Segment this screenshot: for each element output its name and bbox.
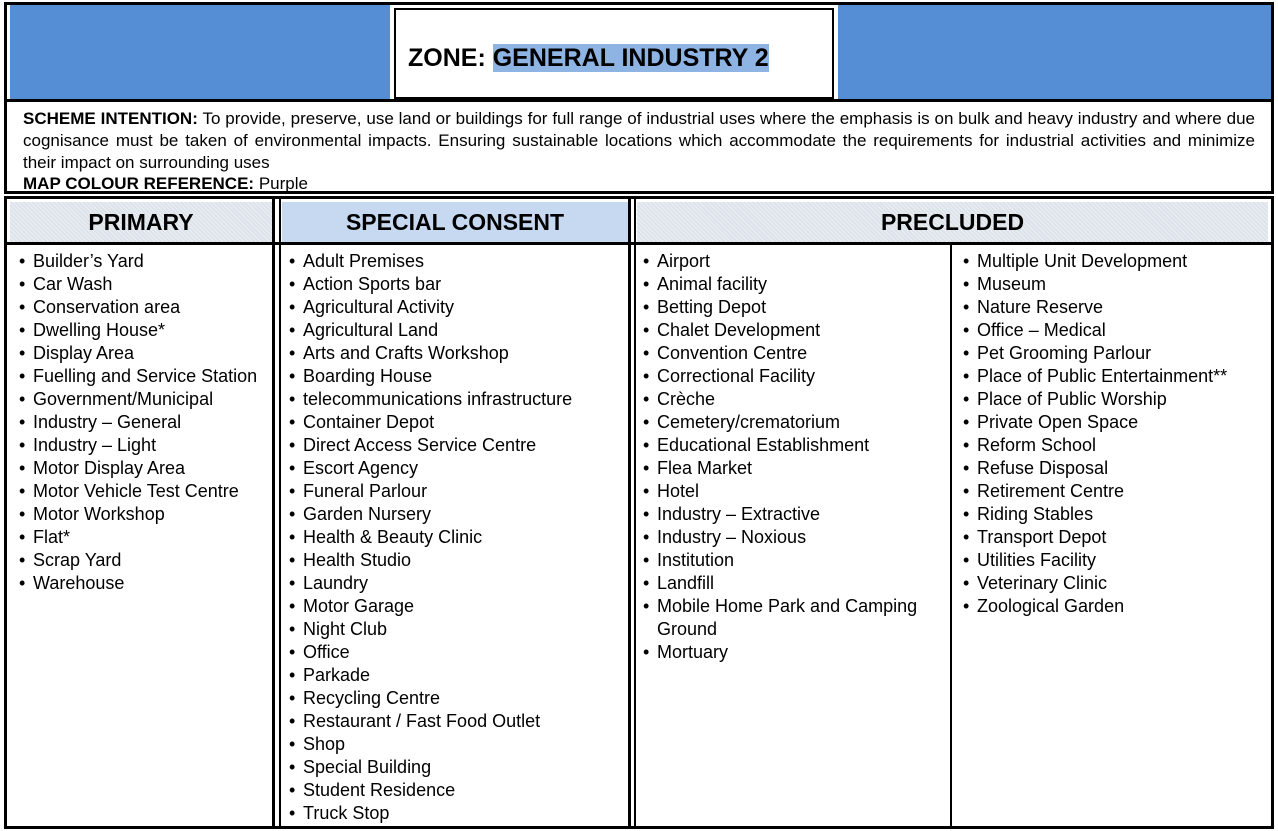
list-item: • Animal facility: [641, 273, 946, 296]
zone-title: [408, 44, 769, 73]
scheme-intention: [23, 108, 1255, 174]
map-colour-value: Purple: [254, 174, 308, 193]
list-item: • Restaurant / Fast Food Outlet: [287, 710, 625, 733]
list-item: • Arts and Crafts Workshop: [287, 342, 625, 365]
header-blue-left: [10, 5, 390, 99]
list-item: • Laundry: [287, 572, 625, 595]
list-item: • Crèche: [641, 388, 946, 411]
list-item: • Truck Stop: [287, 802, 625, 825]
list-item: • Motor Display Area: [17, 457, 269, 480]
list-item: • Student Residence: [287, 779, 625, 802]
list-item: • Convention Centre: [641, 342, 946, 365]
list-item: • Flat*: [17, 526, 269, 549]
map-colour-reference: [23, 174, 308, 194]
list-item: • Fuelling and Service Station: [17, 365, 269, 388]
list-item: • Office: [287, 641, 625, 664]
list-item: • Shop: [287, 733, 625, 756]
list-item: • Health Studio: [287, 549, 625, 572]
list-item: • Parkade: [287, 664, 625, 687]
list-item: • Industry – Light: [17, 434, 269, 457]
column-divider: [628, 199, 631, 826]
list-item: • Industry – Extractive: [641, 503, 946, 526]
list-item: • Educational Establishment: [641, 434, 946, 457]
list-item: • Mobile Home Park and Camping Ground: [641, 595, 946, 641]
scheme-intention-label: SCHEME INTENTION:: [23, 109, 198, 128]
list-item: • telecommunications infrastructure: [287, 388, 625, 411]
land-use-table: [4, 196, 1274, 829]
zone-header: [4, 2, 1274, 102]
list-item: • Boarding House: [287, 365, 625, 388]
list-item: • Garden Nursery: [287, 503, 625, 526]
list-item: • Airport: [641, 250, 946, 273]
scheme-intention-text: To provide, preserve, use land or buildings for full range of industrial uses where the emphasis is on bulk and heavy industry and where due cognisance must be taken of environmental impacts. Ensuring sustainable locations which accommodate the requirements for industrial activities and minimize their impact on surrounding uses: [23, 109, 1255, 172]
list-item: • Place of Public Worship: [961, 388, 1271, 411]
column-divider: [634, 199, 636, 826]
list-item: • Action Sports bar: [287, 273, 625, 296]
list-item: • Office – Medical: [961, 319, 1271, 342]
list-item: • Reform School: [961, 434, 1271, 457]
list-item: • Utilities Facility: [961, 549, 1271, 572]
list-item: • Car Wash: [17, 273, 269, 296]
zone-title-cell: [394, 8, 834, 99]
column-divider: [272, 199, 275, 826]
list-item: • Industry – Noxious: [641, 526, 946, 549]
primary-heading: PRIMARY: [10, 202, 272, 242]
list-item: • Veterinary Clinic: [961, 572, 1271, 595]
list-item: • Betting Depot: [641, 296, 946, 319]
primary-uses-list: [17, 250, 269, 595]
precluded-heading: PRECLUDED: [637, 202, 1268, 242]
list-item: • Agricultural Activity: [287, 296, 625, 319]
column-divider: [950, 245, 952, 826]
list-item: • Multiple Unit Development: [961, 250, 1271, 273]
list-item: • Museum: [961, 273, 1271, 296]
list-item: • Motor Garage: [287, 595, 625, 618]
list-item: • Retirement Centre: [961, 480, 1271, 503]
list-item: • Warehouse: [17, 572, 269, 595]
precluded-uses-list-right: [961, 250, 1271, 618]
list-item: • Zoological Garden: [961, 595, 1271, 618]
list-item: • Adult Premises: [287, 250, 625, 273]
list-item: • Scrap Yard: [17, 549, 269, 572]
list-item: • Transport Depot: [961, 526, 1271, 549]
header-blue-right: [838, 5, 1271, 99]
list-item: • Flea Market: [641, 457, 946, 480]
list-item: • Institution: [641, 549, 946, 572]
list-item: • Riding Stables: [961, 503, 1271, 526]
list-item: • Night Club: [287, 618, 625, 641]
list-item: • Container Depot: [287, 411, 625, 434]
list-item: • Builder’s Yard: [17, 250, 269, 273]
list-item: • Display Area: [17, 342, 269, 365]
list-item: • Private Open Space: [961, 411, 1271, 434]
header-rule: [7, 242, 1271, 245]
list-item: • Agricultural Land: [287, 319, 625, 342]
list-item: • Chalet Development: [641, 319, 946, 342]
precluded-uses-list-left: [641, 250, 946, 664]
list-item: • Direct Access Service Centre: [287, 434, 625, 457]
zone-name: GENERAL INDUSTRY 2: [492, 44, 769, 72]
list-item: • Landfill: [641, 572, 946, 595]
list-item: • Motor Vehicle Test Centre: [17, 480, 269, 503]
map-colour-label: MAP COLOUR REFERENCE:: [23, 174, 255, 193]
list-item: • Place of Public Entertainment**: [961, 365, 1271, 388]
special-consent-heading: SPECIAL CONSENT: [282, 202, 628, 242]
list-item: • Hotel: [641, 480, 946, 503]
scheme-intention-block: [4, 102, 1274, 194]
list-item: • Mortuary: [641, 641, 946, 664]
list-item: • Escort Agency: [287, 457, 625, 480]
list-item: • Recycling Centre: [287, 687, 625, 710]
list-item: • Nature Reserve: [961, 296, 1271, 319]
list-item: • Cemetery/crematorium: [641, 411, 946, 434]
special-consent-uses-list: [287, 250, 625, 825]
list-item: • Conservation area: [17, 296, 269, 319]
list-item: • Health & Beauty Clinic: [287, 526, 625, 549]
list-item: • Government/Municipal: [17, 388, 269, 411]
list-item: • Pet Grooming Parlour: [961, 342, 1271, 365]
list-item: • Special Building: [287, 756, 625, 779]
list-item: • Dwelling House*: [17, 319, 269, 342]
list-item: • Correctional Facility: [641, 365, 946, 388]
column-divider: [279, 199, 281, 826]
list-item: • Motor Workshop: [17, 503, 269, 526]
list-item: • Refuse Disposal: [961, 457, 1271, 480]
list-item: • Funeral Parlour: [287, 480, 625, 503]
list-item: • Industry – General: [17, 411, 269, 434]
zone-label: ZONE:: [408, 44, 486, 72]
